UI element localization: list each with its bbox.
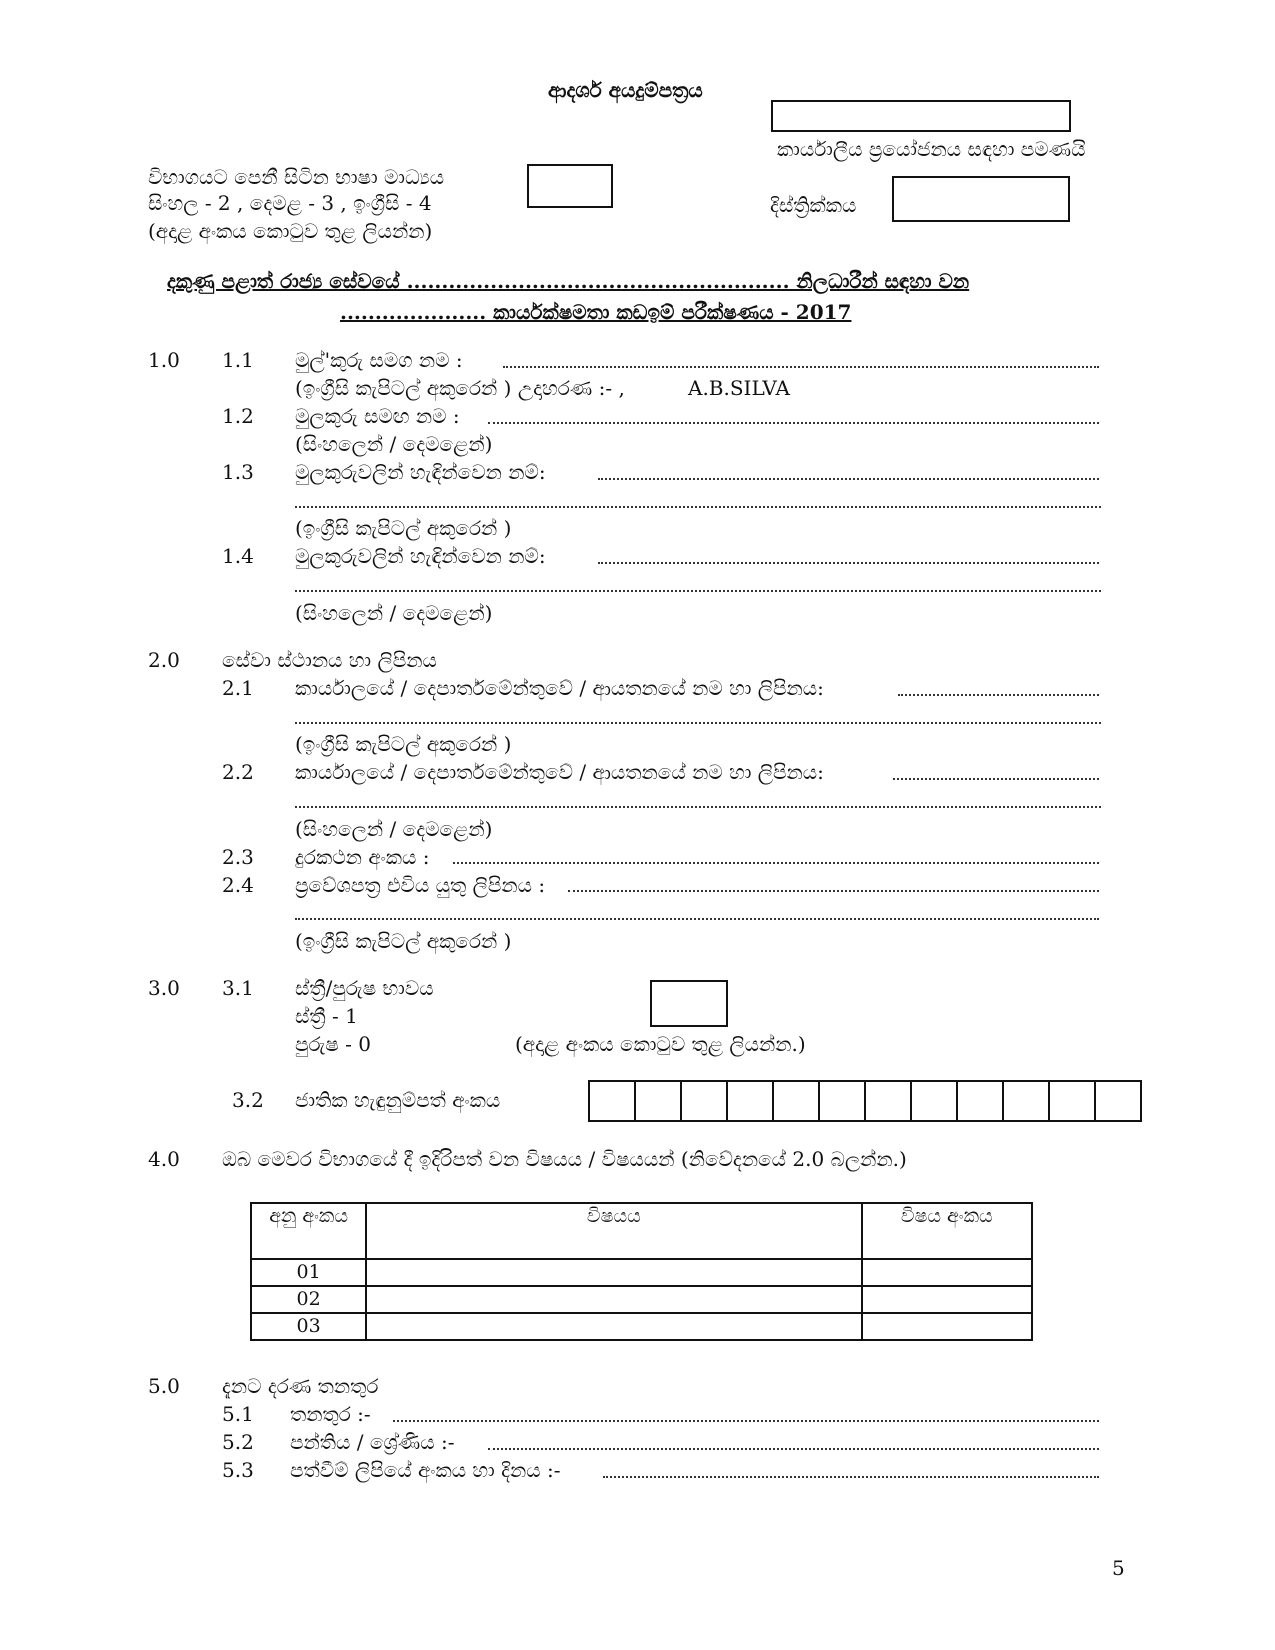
name-sinhala-field[interactable] <box>488 422 1099 424</box>
nic-cell[interactable] <box>681 1081 727 1121</box>
section3-number: 3.0 <box>148 976 180 1000</box>
nic-cell[interactable] <box>635 1081 681 1121</box>
item-2-2-note: (සිංහලෙන් / දෙමළෙන්) <box>295 817 493 841</box>
table-row <box>251 1259 1032 1286</box>
row-number: 03 <box>251 1313 366 1340</box>
item-1-3-label: මුලකුරුවලින් හැඳින්වෙන නම්: <box>295 460 546 484</box>
item-3-1-number: 3.1 <box>222 976 254 1000</box>
item-5-3-label: පත්වීම් ලිපියේ අංකය හා දිනය :- <box>290 1458 561 1482</box>
gender-female-option: ස්ත්‍රී - 1 <box>295 1004 358 1028</box>
name-english-field[interactable] <box>503 366 1099 368</box>
section4-title: ඔබ මෙවර විභාගයේ දී ඉදිරිපත් වන විෂයය / විෂයයන් (නිවේදනයේ 2.0 බලන්න.) <box>222 1147 907 1171</box>
row-number: 02 <box>251 1286 366 1313</box>
section1-number: 1.0 <box>148 348 180 372</box>
item-3-1-label: ස්ත්‍රී/පුරුෂ භාවය <box>295 976 434 1000</box>
medium-box[interactable] <box>527 164 613 208</box>
item-2-4-note: (ඉංග්‍රීසි කැපිටල් අකුරෙන් ) <box>295 929 512 953</box>
subject-cell[interactable] <box>366 1259 861 1286</box>
section5-title: දැනට දරණ තනතුර <box>222 1374 379 1398</box>
exam-title-line2: ..................... කාර්යක්ෂමතා කඩඉම් පරීක්ෂණය - 2017 <box>340 300 852 324</box>
initials-sinhala-field-line2[interactable] <box>295 590 1101 592</box>
office-use-label: කාර්යාලීය ප්‍රයෝජනය සඳහා පමණයි <box>777 137 1086 161</box>
item-5-2-label: පන්තිය / ශ්‍රේණිය :- <box>290 1430 455 1454</box>
item-1-1-example: A.B.SILVA <box>688 376 790 400</box>
subject-code-cell[interactable] <box>862 1259 1032 1286</box>
admission-address-field[interactable] <box>568 890 1099 892</box>
item-1-4-label: මුලකුරුවලින් හැඳින්වෙන නම්: <box>295 544 546 568</box>
item-1-2-number: 1.2 <box>222 404 254 428</box>
item-2-3-label: දුරකථන අංකය : <box>295 845 430 869</box>
item-1-1-label: මුල්'කුරු සමග නම : <box>295 348 463 372</box>
item-2-1-number: 2.1 <box>222 676 254 700</box>
item-5-1-number: 5.1 <box>222 1402 254 1426</box>
office-use-box[interactable] <box>771 100 1071 132</box>
office-address-english-field[interactable] <box>898 694 1099 696</box>
item-2-3-number: 2.3 <box>222 845 254 869</box>
subjects-table <box>250 1202 1033 1341</box>
subject-code-cell[interactable] <box>862 1286 1032 1313</box>
office-address-sinhala-field-line2[interactable] <box>295 806 1101 808</box>
item-2-4-number: 2.4 <box>222 873 254 897</box>
section2-title: සේවා ස්ථානය හා ලිපිනය <box>222 648 437 672</box>
table-row <box>251 1286 1032 1313</box>
item-2-1-note: (ඉංග්‍රීසි කැපිටල් අකුරෙන් ) <box>295 732 512 756</box>
subject-code-cell[interactable] <box>862 1313 1032 1340</box>
medium-options: සිංහල - 2 , දෙමළ - 3 , ඉංග්‍රීසි - 4 <box>148 191 432 215</box>
gender-male-option: පුරුෂ - 0 <box>295 1032 371 1056</box>
exam-title-line1: දකුණු පළාත් රාජ්‍ය සේවයේ ....................................................... නිලධාරීන් සඳහා වන <box>167 269 970 293</box>
initials-english-field[interactable] <box>598 478 1099 480</box>
item-1-4-number: 1.4 <box>222 544 254 568</box>
item-2-2-number: 2.2 <box>222 760 254 784</box>
item-1-3-note: (ඉංග්‍රීසි කැපිටල් අකුරෙන් ) <box>295 516 512 540</box>
gender-instruction: (අදාළ අංකය කොටුව තුළ ලියන්න.) <box>515 1032 806 1056</box>
nic-cell[interactable] <box>957 1081 1003 1121</box>
item-1-2-note: (සිංහලෙන් / දෙමළෙන්) <box>295 432 493 456</box>
nic-cell[interactable] <box>1095 1081 1141 1121</box>
item-5-3-number: 5.3 <box>222 1458 254 1482</box>
item-1-2-label: මුලකුරු සමඟ නම : <box>295 404 460 428</box>
subject-cell[interactable] <box>366 1286 861 1313</box>
medium-instruction: (අදාළ අංකය කොටුව තුළ ලියන්න) <box>148 219 433 243</box>
nic-cell[interactable] <box>911 1081 957 1121</box>
table-row <box>251 1313 1032 1340</box>
page-number: 5 <box>1112 1556 1125 1580</box>
nic-cell[interactable] <box>727 1081 773 1121</box>
nic-cell[interactable] <box>865 1081 911 1121</box>
item-2-1-label: කාර්යාලයේ / දෙපාර්තමේන්තුවේ / ආයතනයේ නම හා ලිපිනය: <box>295 676 824 700</box>
subject-cell[interactable] <box>366 1313 861 1340</box>
designation-field[interactable] <box>393 1420 1099 1422</box>
form-title: ආදර්ශ අයදුම්පත්‍රය <box>548 78 703 102</box>
gender-box[interactable] <box>650 980 728 1027</box>
nic-cell[interactable] <box>1003 1081 1049 1121</box>
section5-number: 5.0 <box>148 1374 180 1398</box>
initials-english-field-line2[interactable] <box>295 506 1101 508</box>
appointment-letter-field[interactable] <box>603 1476 1099 1478</box>
nic-grid <box>588 1080 1142 1122</box>
nic-cell[interactable] <box>1049 1081 1095 1121</box>
admission-address-field-line2[interactable] <box>295 918 1099 920</box>
item-2-2-label: කාර්යාලයේ / දෙපාර්තමේන්තුවේ / ආයතනයේ නම හා ලිපිනය: <box>295 760 824 784</box>
nic-label: ජාතික හැඳුනුම්පත් අංකය <box>295 1088 501 1112</box>
item-5-1-label: තනතුර :- <box>290 1402 371 1426</box>
row-number: 01 <box>251 1259 366 1286</box>
item-3-2-number: 3.2 <box>232 1088 264 1112</box>
col-header-no: අනු අංකය <box>251 1203 366 1259</box>
medium-label: විභාගයට පෙනී සිටින භාෂා මාධ්‍යය <box>148 165 445 189</box>
district-label: දිස්ත්‍රික්කය <box>770 193 857 217</box>
section2-number: 2.0 <box>148 648 180 672</box>
item-5-2-number: 5.2 <box>222 1430 254 1454</box>
item-1-1-number: 1.1 <box>222 348 254 372</box>
section4-number: 4.0 <box>148 1147 180 1171</box>
col-header-code: විෂය අංකය <box>862 1203 1032 1259</box>
nic-cell[interactable] <box>589 1081 635 1121</box>
nic-cell[interactable] <box>819 1081 865 1121</box>
col-header-subject: විෂයය <box>366 1203 861 1259</box>
item-1-4-note: (සිංහලෙන් / දෙමළෙන්) <box>295 601 493 625</box>
initials-sinhala-field[interactable] <box>598 562 1099 564</box>
district-box[interactable] <box>892 176 1070 222</box>
item-1-3-number: 1.3 <box>222 460 254 484</box>
office-address-english-field-line2[interactable] <box>295 722 1101 724</box>
phone-field[interactable] <box>453 862 1099 864</box>
office-address-sinhala-field[interactable] <box>893 778 1099 780</box>
item-2-4-label: ප්‍රවේශපත්‍ර එවිය යුතු ලිපිනය : <box>295 873 546 897</box>
class-grade-field[interactable] <box>488 1448 1099 1450</box>
nic-cell[interactable] <box>773 1081 819 1121</box>
item-1-1-note: (ඉංග්‍රීසි කැපිටල් අකුරෙන් ) උදාහරණ :- , <box>295 376 625 400</box>
